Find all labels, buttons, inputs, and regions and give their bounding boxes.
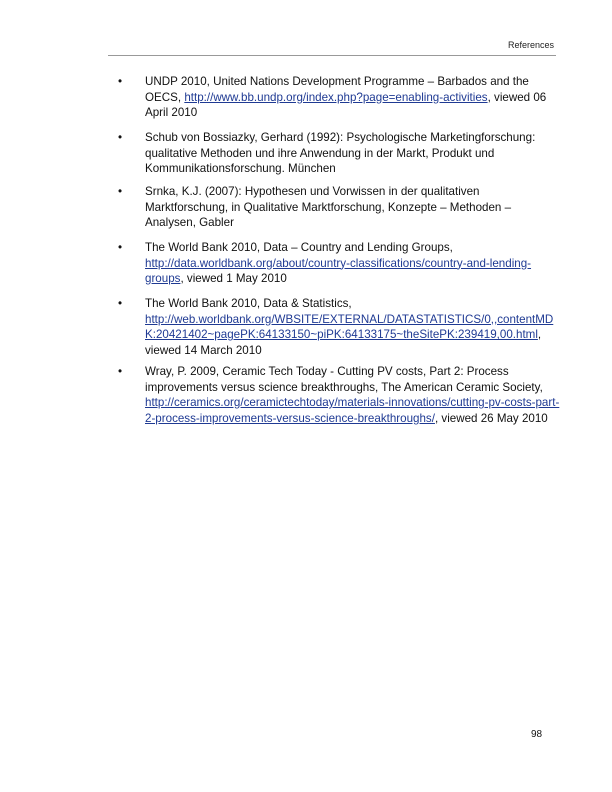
reference-link[interactable]: http://www.bb.undp.org/index.php?page=enabling-activities — [184, 90, 488, 104]
reference-text: qualitative Methoden und ihre Anwendung in der Markt, Produkt und — [145, 146, 495, 160]
reference-text: , viewed 1 May 2010 — [180, 272, 287, 285]
reference-line — [145, 90, 546, 106]
bullet-icon: • — [118, 241, 123, 254]
reference-link[interactable]: groups — [145, 272, 181, 285]
reference-line — [145, 161, 336, 177]
reference-line — [145, 411, 548, 427]
reference-text: Srnka, K.J. (2007): Hypothesen und Vorwissen in der qualitativen — [145, 185, 480, 198]
reference-line — [145, 343, 262, 359]
reference-link[interactable]: http://web.worldbank.org/WBSITE/EXTERNAL/DATASTATISTICS/0,,contentMD — [145, 312, 554, 326]
reference-link[interactable]: K:20421402~pagePK:64133150~piPK:64133175~theSitePK:239419,00.html — [145, 328, 538, 341]
reference-line — [145, 271, 287, 287]
reference-link[interactable]: http://data.worldbank.org/about/country-classifications/country-and-lending- — [145, 256, 532, 270]
page-number: 98 — [531, 729, 543, 740]
reference-line — [145, 74, 529, 90]
reference-link[interactable]: http://ceramics.org/ceramictechtoday/materials-innovations/cutting-pv-costs-part- — [145, 396, 560, 409]
reference-text: , — [537, 328, 542, 341]
reference-line — [145, 130, 535, 146]
reference-line — [145, 296, 352, 312]
reference-text: Schub von Bossiazky, Gerhard (1992): Psychologische Marketingforschung: — [145, 131, 536, 144]
reference-text: April 2010 — [145, 106, 198, 119]
reference-line — [145, 395, 559, 411]
reference-line — [145, 184, 479, 200]
bullet-icon: • — [118, 365, 123, 378]
reference-link[interactable]: 2-process-improvements-versus-science-breakthroughs/ — [145, 411, 435, 425]
reference-text: Marktforschung, in Qualitative Marktforschung, Konzepte – Methoden – — [145, 200, 512, 214]
reference-text: Analysen, Gabler — [145, 216, 234, 229]
reference-line — [145, 312, 553, 328]
bullet-icon: • — [118, 185, 123, 198]
reference-line — [145, 105, 197, 121]
bullet-icon: • — [118, 75, 123, 88]
reference-text: , viewed 06 — [487, 90, 547, 104]
bullet-icon: • — [118, 131, 123, 144]
reference-line — [145, 327, 541, 343]
reference-text: Kommunikationsforschung. München — [145, 162, 336, 175]
reference-text: UNDP 2010, United Nations Development Programme – Barbados and the — [145, 75, 529, 88]
reference-line — [145, 215, 234, 231]
reference-text: improvements versus science breakthroughs, The American Ceramic Society, — [145, 380, 543, 394]
running-header: References — [507, 40, 554, 50]
reference-line — [145, 200, 511, 216]
header-divider — [108, 55, 556, 56]
reference-text: Wray, P. 2009, Ceramic Tech Today - Cutting PV costs, Part 2: Process — [145, 365, 509, 378]
reference-text: The World Bank 2010, Data – Country and Lending Groups, — [145, 241, 453, 254]
reference-line — [145, 256, 531, 272]
reference-text: viewed 14 March 2010 — [145, 343, 262, 357]
reference-line — [145, 380, 543, 396]
reference-text: The World Bank 2010, Data & Statistics, — [145, 297, 352, 310]
bullet-icon: • — [118, 297, 123, 310]
reference-line — [145, 146, 494, 162]
reference-line — [145, 240, 453, 256]
reference-text: OECS, — [145, 90, 185, 104]
reference-line — [145, 364, 509, 380]
reference-text: , viewed 26 May 2010 — [434, 411, 548, 425]
